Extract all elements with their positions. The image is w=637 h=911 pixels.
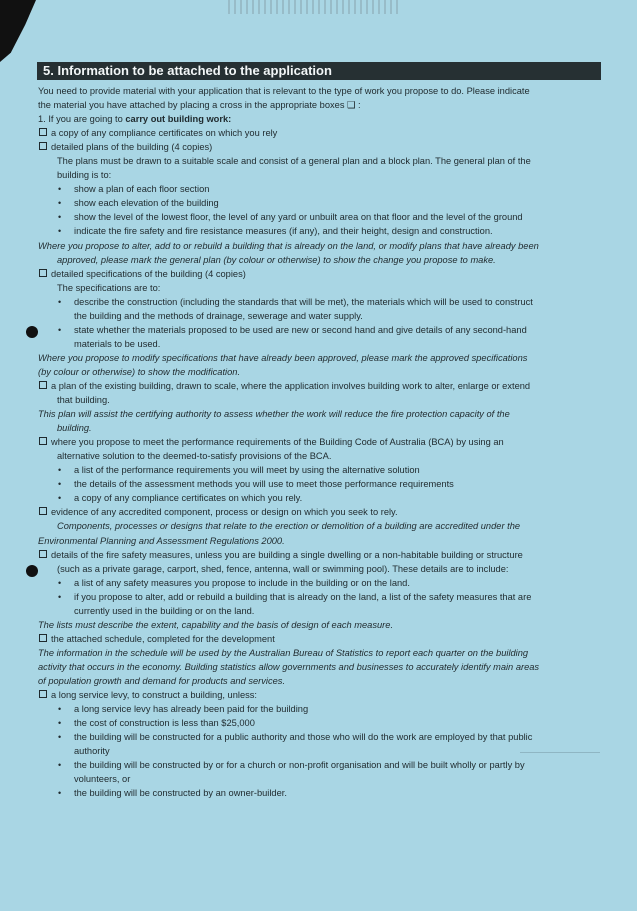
section-body: [38, 84, 598, 800]
requirements-list: [38, 126, 598, 800]
line-text: a copy of any compliance certificates on which you rely.: [74, 493, 303, 504]
intro-text: the material you have attached by placing a cross in the appropriate boxes ❑ :: [38, 100, 361, 111]
body-text: [38, 281, 598, 295]
line-text: a plan of the existing building, drawn to scale, where the application involves building work to alter, enlarge or extend: [51, 380, 531, 391]
body-text: [38, 154, 598, 168]
bullet-item: [38, 210, 598, 224]
bullet-item: [38, 786, 598, 800]
note-text: [38, 618, 598, 632]
body-text: [38, 168, 598, 182]
line-text: indicate the fire safety and fire resistance measures (if any), and their height, design and construction.: [74, 226, 493, 237]
body-text: [38, 393, 598, 407]
line-text: Where you propose to modify specifications that have already been approved, please mark the approved specifications: [38, 352, 528, 363]
line-text: building.: [57, 423, 92, 434]
checkbox-icon[interactable]: [39, 269, 47, 277]
line-text: the cost of construction is less than $25,000: [74, 718, 255, 729]
line-text: building is to:: [57, 170, 112, 181]
bullet-item: [38, 463, 598, 477]
line-text: the attached schedule, completed for the development: [51, 633, 275, 644]
line-text: (such as a private garage, carport, shed, fence, antenna, wall or swimming pool). These details are to include:: [57, 563, 509, 574]
line-text: the building will be constructed for a public authority and those who will do the work are employed by that public: [74, 732, 533, 743]
bullet-item: [38, 758, 598, 772]
line-text: evidence of any accredited component, process or design on which you seek to rely.: [51, 507, 398, 518]
line-text: Components, processes or designs that relate to the erection or demolition of a building are accredited under the: [57, 521, 521, 532]
line-text: materials to be used.: [74, 338, 161, 349]
section-heading: 5. Information to be attached to the application: [37, 62, 601, 80]
note-text: [38, 646, 598, 660]
line-text: The plans must be drawn to a suitable scale and consist of a general plan and a block plan. The general plan of the: [57, 156, 531, 167]
bullet-item: [38, 590, 598, 604]
line-text: a long service levy has already been paid for the building: [74, 704, 309, 715]
note-text: [38, 421, 598, 435]
line-text: the building will be constructed by or for a church or non-profit organisation and will be built wholly or partly by: [74, 760, 525, 771]
checkbox-item: [38, 379, 598, 393]
body-text: [38, 604, 598, 618]
line-text: detailed specifications of the building (4 copies): [51, 268, 246, 279]
bullet-item: [38, 491, 598, 505]
note-text: [38, 365, 598, 379]
bullet-item: [38, 295, 598, 309]
checkbox-icon[interactable]: [39, 550, 47, 558]
line-text: The lists must describe the extent, capability and the basis of design of each measure.: [38, 619, 394, 630]
item-heading: 1. If you are going to carry out building work:: [38, 114, 232, 125]
line-text: state whether the materials proposed to be used are new or second hand and give details of any second-hand: [74, 324, 527, 335]
checkbox-item: [38, 267, 598, 281]
bullet-item: [38, 182, 598, 196]
body-text: [38, 337, 598, 351]
note-text: [38, 407, 598, 421]
line-text: This plan will assist the certifying authority to assess whether the work will reduce the fire protection capacity of the: [38, 409, 510, 420]
line-text: show a plan of each floor section: [74, 184, 210, 195]
note-text: [38, 351, 598, 365]
note-text: [38, 519, 598, 533]
body-text: [38, 772, 598, 786]
bullet-item: [38, 477, 598, 491]
checkbox-item: [38, 688, 598, 702]
body-text: [38, 449, 598, 463]
line-text: show each elevation of the building: [74, 198, 219, 209]
checkbox-item: [38, 632, 598, 646]
line-text: a list of any safety measures you propose to include in the building or on the land.: [74, 577, 410, 588]
divider: [520, 752, 600, 753]
line-text: a list of the performance requirements you will meet by using the alternative solution: [74, 465, 420, 476]
line-text: describe the construction (including the standards that will be met), the materials which will be used to construct: [74, 296, 533, 307]
line-text: (by colour or otherwise) to show the modification.: [38, 366, 241, 377]
body-text: [38, 744, 598, 758]
note-text: [38, 253, 598, 267]
checkbox-item: [38, 140, 598, 154]
note-text: [38, 534, 598, 548]
line-text: the building will be constructed by an owner-builder.: [74, 788, 287, 799]
intro-text: You need to provide material with your application that is relevant to the type of work you propose to do. Please indicate: [38, 86, 530, 96]
bullet-item: [38, 196, 598, 210]
bullet-item: [38, 716, 598, 730]
line-text: volunteers, or: [74, 774, 131, 785]
bullet-item: [38, 323, 598, 337]
line-text: currently used in the building or on the land.: [74, 605, 255, 616]
checkbox-item: [38, 435, 598, 449]
checkbox-icon[interactable]: [39, 128, 47, 136]
line-text: detailed plans of the building (4 copies): [51, 142, 213, 153]
line-text: The specifications are to:: [57, 282, 161, 293]
bullet-item: [38, 702, 598, 716]
line-text: of population growth and demand for products and services.: [38, 675, 286, 686]
line-text: if you propose to alter, add or rebuild a building that is already on the land, a list of the safety measures that are: [74, 591, 532, 602]
checkbox-icon[interactable]: [39, 507, 47, 515]
checkbox-item: [38, 126, 598, 140]
body-text: [38, 309, 598, 323]
line-text: authority: [74, 746, 110, 757]
checkbox-icon[interactable]: [39, 142, 47, 150]
line-text: show the level of the lowest floor, the level of any yard or unbuilt area on that floor and the level of the ground: [74, 212, 523, 223]
note-text: [38, 660, 598, 674]
line-text: the details of the assessment methods you will use to meet those performance requirements: [74, 479, 454, 490]
checkbox-item: [38, 548, 598, 562]
line-text: Where you propose to alter, add to or rebuild a building that is already on the land, or modify plans that have already been: [38, 240, 539, 251]
note-text: [38, 239, 598, 253]
bullet-item: [38, 730, 598, 744]
line-text: the building and the methods of drainage, sewerage and water supply.: [74, 310, 363, 321]
note-text: [38, 674, 598, 688]
body-text: [38, 562, 598, 576]
line-text: approved, please mark the general plan (by colour or otherwise) to show the change you propose to make.: [57, 254, 496, 265]
punch-hole: [26, 326, 38, 338]
line-text: The information in the schedule will be used by the Australian Bureau of Statistics to report each quarter on the building: [38, 647, 529, 658]
checkbox-icon[interactable]: [39, 437, 47, 445]
line-text: a copy of any compliance certificates on which you rely: [51, 128, 278, 139]
line-text: alternative solution to the deemed-to-satisfy provisions of the BCA.: [57, 451, 332, 462]
punch-hole: [26, 565, 38, 577]
scan-noise: [228, 0, 398, 14]
bullet-item: [38, 576, 598, 590]
bullet-item: [38, 224, 598, 238]
line-text: a long service levy, to construct a building, unless:: [51, 690, 258, 701]
checkbox-item: [38, 505, 598, 519]
checkbox-icon[interactable]: [39, 690, 47, 698]
line-text: where you propose to meet the performance requirements of the Building Code of Australia (BCA) by using an: [51, 437, 504, 448]
line-text: details of the fire safety measures, unless you are building a single dwelling or a non-habitable building or structure: [51, 549, 523, 560]
line-text: Environmental Planning and Assessment Regulations 2000.: [38, 535, 285, 546]
scan-corner-mark: [0, 0, 36, 62]
checkbox-icon[interactable]: [39, 381, 47, 389]
line-text: activity that occurs in the economy. Building statistics allow governments and businesses to accurately identify main areas: [38, 661, 540, 672]
line-text: that building.: [57, 395, 110, 406]
checkbox-icon[interactable]: [39, 634, 47, 642]
